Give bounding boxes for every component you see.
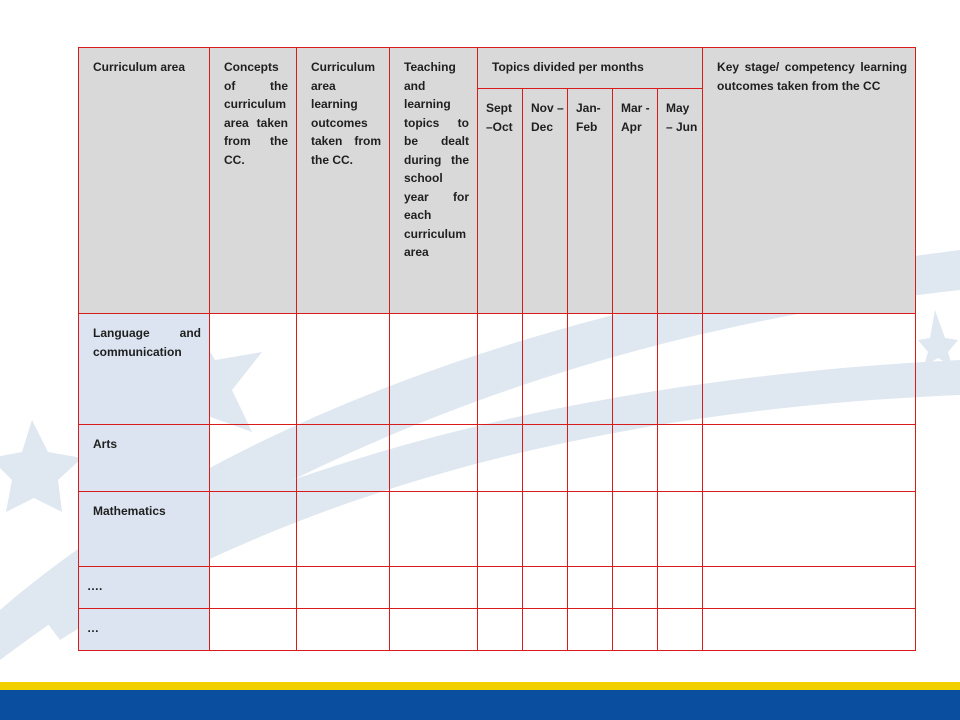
header-month-may-jun: May – Jun <box>658 89 703 314</box>
table-cell[interactable] <box>703 492 916 567</box>
table-cell[interactable] <box>523 425 568 492</box>
table-cell[interactable] <box>568 567 613 609</box>
header-month-jan-feb: Jan- Feb <box>568 89 613 314</box>
table-cell[interactable] <box>613 567 658 609</box>
header-learning-outcomes: Curriculum area learning outcomes taken from the CC. <box>297 48 390 314</box>
header-month-mar-apr: Mar - Apr <box>613 89 658 314</box>
table-cell[interactable] <box>568 492 613 567</box>
table-cell[interactable] <box>210 492 297 567</box>
row-area-cell: Mathematics <box>79 492 210 567</box>
table-cell[interactable] <box>523 609 568 651</box>
table-cell[interactable] <box>613 609 658 651</box>
row-area-cell: … <box>79 609 210 651</box>
table-cell[interactable] <box>703 314 916 425</box>
table-cell[interactable] <box>297 425 390 492</box>
table-cell[interactable] <box>210 425 297 492</box>
row-area-cell: …. <box>79 567 210 609</box>
header-topics-per-month: Topics divided per months <box>478 48 703 89</box>
header-month-nov-dec: Nov – Dec <box>523 89 568 314</box>
table-cell[interactable] <box>658 314 703 425</box>
table-cell[interactable] <box>297 567 390 609</box>
header-row-top <box>79 48 916 89</box>
table-cell[interactable] <box>613 314 658 425</box>
table-cell[interactable] <box>478 609 523 651</box>
table-cell[interactable] <box>210 314 297 425</box>
table-cell[interactable] <box>390 609 478 651</box>
table-cell[interactable] <box>568 425 613 492</box>
curriculum-planning-table <box>78 47 916 651</box>
table-cell[interactable] <box>297 492 390 567</box>
header-key-stage: Key stage/ competency learning outcomes taken from the CC <box>703 48 916 314</box>
table-cell[interactable] <box>478 314 523 425</box>
table-cell[interactable] <box>478 425 523 492</box>
row-area-cell: Arts <box>79 425 210 492</box>
table-cell[interactable] <box>210 567 297 609</box>
table-cell[interactable] <box>297 609 390 651</box>
table-row <box>79 425 916 492</box>
table-cell[interactable] <box>568 609 613 651</box>
table-cell[interactable] <box>658 492 703 567</box>
table-cell[interactable] <box>523 567 568 609</box>
footer-blue-bar <box>0 690 960 720</box>
table-cell[interactable] <box>613 492 658 567</box>
footer-yellow-stripe <box>0 682 960 690</box>
table-cell[interactable] <box>703 567 916 609</box>
table-cell[interactable] <box>568 314 613 425</box>
table-cell[interactable] <box>478 567 523 609</box>
table-cell[interactable] <box>478 492 523 567</box>
header-curriculum-area: Curriculum area <box>79 48 210 314</box>
row-area-cell: Language and communication <box>79 314 210 425</box>
table-cell[interactable] <box>658 425 703 492</box>
table-row <box>79 314 916 425</box>
table-cell[interactable] <box>390 567 478 609</box>
header-teaching-topics: Teaching and learning topics to be dealt during the school year for each curriculum area <box>390 48 478 314</box>
table-cell[interactable] <box>390 314 478 425</box>
table-cell[interactable] <box>703 425 916 492</box>
table-cell[interactable] <box>390 492 478 567</box>
table-cell[interactable] <box>210 609 297 651</box>
table-row <box>79 492 916 567</box>
header-month-sept-oct: Sept –Oct <box>478 89 523 314</box>
table-cell[interactable] <box>523 492 568 567</box>
table-cell[interactable] <box>297 314 390 425</box>
table-cell[interactable] <box>658 609 703 651</box>
header-concepts: Concepts of the curriculum area taken from the CC. <box>210 48 297 314</box>
table-row <box>79 567 916 609</box>
table-cell[interactable] <box>613 425 658 492</box>
table-cell[interactable] <box>703 609 916 651</box>
table-row <box>79 609 916 651</box>
table-cell[interactable] <box>658 567 703 609</box>
table-cell[interactable] <box>523 314 568 425</box>
table-cell[interactable] <box>390 425 478 492</box>
